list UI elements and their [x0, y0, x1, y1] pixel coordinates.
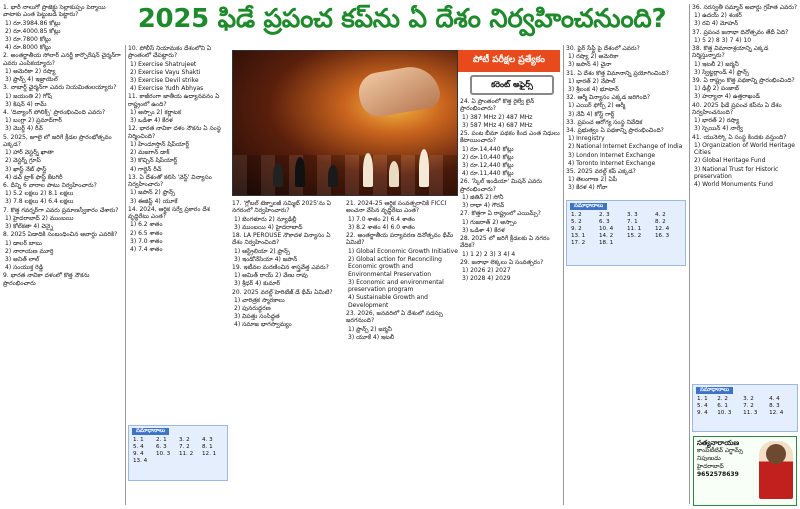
- answer-option: 4) రూ.8000 కోట్లు: [5, 44, 51, 52]
- column-1: [3, 4, 123, 509]
- answer-cell: 6. 3: [156, 444, 167, 450]
- chess-piece-icon: [273, 163, 283, 187]
- question-text: 1. భారీ నాలుగో ప్రాజెక్టు సెల్లాకుప్పం పెర్మాయి వాటాకు ఎంత పెట్టుబడి పెట్టారు?: [3, 4, 106, 19]
- answer-option: 1) రూ.14,440 కోట్లు: [462, 145, 514, 153]
- answer-option: 1) భారత్ 2) నేపాల్: [568, 77, 616, 85]
- answer-option: 1) Inregistry: [568, 135, 605, 143]
- author-role: కాంపిటీటివ్ ఎగ్జామ్స్ నిపుణుడు: [697, 447, 743, 462]
- column-3: [232, 200, 342, 500]
- answer-option: 3) కిషన్ 4) రామ్: [5, 100, 47, 108]
- author-photo: [759, 441, 793, 499]
- answer-option: 1) 7.0 శాతం 2) 6.4 శాతం: [348, 215, 415, 223]
- answer-option: 3) ఖాస్ట్ నేట్ ఫాస్ట్: [5, 165, 47, 173]
- answer-option: 2) రూ.4000.85 కోట్లు: [5, 27, 61, 35]
- answer-option: 3) Economic and environmental preservation program: [348, 278, 444, 294]
- answer-option: 3) స్విట్జర్లాండ్ 4) ఫ్రాన్స్: [694, 68, 749, 76]
- answer-option: 3) అనిత్ లాల్: [5, 255, 40, 263]
- answer-cell: 7. 2: [743, 403, 754, 409]
- answer-option: 2) National Internet Exchange of India: [568, 143, 683, 151]
- answer-cell: 13. 1: [571, 233, 586, 239]
- answer-cell: 15. 2: [627, 233, 642, 239]
- answer-option: 4) World Monuments Fund: [694, 181, 773, 189]
- answer-option: 3) కొచ్చిన్ షిప్‌యార్డ్: [130, 157, 178, 165]
- answer-option: 1) హైదరాబాద్ 2) ముంబయి: [5, 214, 74, 222]
- hand-image: [356, 62, 442, 119]
- answer-option: 3) స్పెయిన్ 4) నార్వే: [694, 125, 743, 133]
- answer-cell: 2. 3: [599, 212, 610, 218]
- answer-option: 3) విపత్తు సంసిద్ధత: [234, 313, 280, 321]
- answer-option: 3) 7.0 శాతం: [130, 237, 163, 245]
- chess-piece-icon: [295, 157, 305, 187]
- answer-option: 1) డాలర్ బాబు: [5, 239, 42, 247]
- answer-cell: 3. 3: [627, 212, 638, 218]
- answer-option: 1) 1 2) 2 3) 3 4) 4: [462, 250, 516, 258]
- answer-cell: 6. 1: [717, 403, 728, 409]
- answer-option: 1) చారిత్రక స్మారకాలు: [234, 296, 285, 304]
- answer-cell: 13. 4: [133, 458, 148, 464]
- answer-cell: [178, 458, 201, 465]
- answer-option: 1) Exercise Shatrujeet: [130, 60, 197, 68]
- answer-cell: 11. 3: [743, 410, 758, 416]
- question-text: 7. కొత్త గవర్నర్‌గా ఎవరు ప్రమాణస్వీకారం చేశారు?: [3, 206, 119, 214]
- answer-option: 4) సమాజ భాగస్వామ్యం: [234, 321, 292, 329]
- answer-option: 1) జపాన్ 2) ఫ్రాన్స్: [130, 189, 175, 197]
- question-text: 39. ఏ రాష్ట్రం కొత్త పథకాన్ని ప్రారంభించింది?: [692, 77, 795, 85]
- question-text: 23. 2026, జనవరిలో ఏ దేశంలో సదస్సు జరగనుంది?: [346, 310, 443, 325]
- answer-option: 1) హిందూస్తాన్ షిప్‌యార్డ్: [130, 141, 190, 149]
- question-text: 2. అంతర్జాతీయ సోలార్ ఎనర్జీ కార్పొరేషన్ చైర్మన్‌గా ఎవరు ఎంపికయ్యారు?: [3, 52, 121, 67]
- answer-option: 1) తెలంగాణ 2) ఏపీ: [568, 176, 618, 184]
- answer-option: 2) మజగాన్ డాక్: [130, 149, 170, 157]
- answer-option: 1) ఇటలీ 2) జర్మనీ: [694, 60, 739, 68]
- chess-photo: [232, 50, 458, 196]
- answer-option: 1) భారత్ 2) రష్యా: [694, 117, 740, 125]
- answer-option: 1) హార్ వెస్టర్న్ ఖాతా: [5, 149, 54, 157]
- chess-piece-icon: [389, 161, 399, 187]
- question-text: 13. ఏ దేశంతో కలిసి 'వెస్ట్' విన్యాసం నిర్వహించారు?: [128, 173, 212, 189]
- answer-cell: 17. 2: [571, 240, 586, 246]
- question-text: 34. ప్రభుత్వం ఏ పథకాన్ని ప్రారంభించింది?: [566, 127, 664, 135]
- question-text: 26. 'స్కిల్ ఇండియా' మిషన్ ఎవరు ప్రారంభించారు?: [460, 178, 542, 193]
- answers-box-3: [692, 384, 798, 432]
- question-text: 21. 2024-25 ఆర్థిక సంవత్సరానికి FICCI అంచనా వేసిన వృద్ధిరేటు ఎంత?: [346, 200, 447, 215]
- answer-cell: 3. 2: [743, 396, 754, 402]
- answer-cell: 1. 2: [571, 212, 582, 218]
- answer-option: 1) అమెరికా 2) రష్యా: [5, 68, 56, 76]
- answer-option: 2) Global Heritage Fund: [694, 157, 766, 165]
- answer-option: 1) 2026 2) 2027: [462, 267, 511, 275]
- answer-cell: 12. 1: [202, 451, 217, 457]
- answer-cell: [201, 458, 224, 465]
- column-6: [566, 45, 686, 505]
- question-text: 28. 2025 లో జరిగే క్రీడలకు ఏ నగరం వేదిక?: [460, 235, 550, 250]
- answer-cell: 1. 1: [697, 396, 708, 402]
- answer-cell: 3. 2: [179, 437, 190, 443]
- answer-option: 2) రూ.10,440 కోట్లు: [462, 153, 514, 161]
- answer-option: 3) కేరళ 4) గోవా: [568, 184, 608, 192]
- answer-cell: 12. 4: [769, 410, 784, 416]
- divider: [125, 45, 126, 505]
- answer-option: 3) London Internet Exchange: [568, 151, 656, 159]
- answer-cell: 9. 4: [697, 410, 708, 416]
- question-text: 19. ఇటీవల మరణించిన శాస్త్రవేత్త ఎవరు?: [232, 264, 329, 272]
- answer-option: 4) Exercise Yudh Abhyas: [130, 85, 204, 93]
- answers-heading: సమాధానాలు: [132, 428, 169, 435]
- question-text: 5. 2025, జూలై లో జరిగే క్రీడల ప్రారంభోత్సవం ఎక్కడ?: [3, 133, 112, 149]
- answer-cell: 18. 1: [599, 240, 614, 246]
- answer-cell: 10. 3: [717, 410, 732, 416]
- answer-cell: 8. 2: [655, 219, 666, 225]
- column-4: [346, 200, 458, 500]
- answer-option: 2) వెస్టర్న్ గ్రూప్: [5, 157, 41, 165]
- question-text: 9. భారత నావికా దళంలో కొత్త నౌకను ప్రారంభించారు: [3, 272, 90, 287]
- answers-box-2: [566, 200, 686, 266]
- answer-option: 3) ముంబయి 4) హైదరాబాద్: [234, 223, 303, 231]
- question-text: 37. ప్రపంచ జనాభా దినోత్సవం తేదీ ఏది?: [692, 28, 789, 36]
- answer-option: 2) నారాయణ మూర్తి: [5, 247, 54, 255]
- answer-cell: 8. 3: [769, 403, 780, 409]
- answer-option: 1) ఆస్ట్రేలియా 2) ఫ్రాన్స్: [234, 247, 290, 255]
- answer-option: 3) Exercise Devil strike: [130, 77, 199, 85]
- answers-box-1: [128, 425, 228, 481]
- answer-option: 4) Toronto Internet Exchange: [568, 159, 656, 167]
- question-text: 33. ప్రపంచ ఆరోగ్య సంస్థ నివేదిక: [566, 118, 643, 126]
- answer-cell: 10. 3: [156, 451, 171, 457]
- answer-option: 4) సంయుక్త రెడ్డి: [5, 264, 44, 272]
- question-text: 8. 2025 ఏడాదికి సంబంధించిన అవార్డు ఎవరికి?: [3, 231, 118, 239]
- column-5: [460, 98, 562, 398]
- answer-option: 2) Exercise Vayu Shakti: [130, 68, 201, 76]
- answer-option: 1) జయంతి 2) గోష్: [5, 92, 52, 100]
- question-text: 29. జనాభా లెక్కలు ఏ సంవత్సరం?: [460, 258, 544, 266]
- answer-cell: 4. 2: [655, 212, 666, 218]
- question-text: 6. దీన్ని 6 వారాల పాటు నిర్వహించారు?: [3, 182, 97, 190]
- answer-option: 3) ఇండోనేసియా 4) జపాన్: [234, 255, 298, 263]
- answer-cell: 5. 4: [697, 403, 708, 409]
- answer-option: 3) కోల్‌కతా 4) చెన్నై: [5, 223, 54, 231]
- answer-option: 1) Global Economic Growth Initiative: [348, 247, 458, 255]
- column-2: [128, 45, 228, 420]
- answer-cell: 8. 1: [202, 444, 213, 450]
- answers-heading: సమాధానాలు: [570, 203, 607, 210]
- answer-cell: 9. 2: [571, 226, 582, 232]
- question-text: 32. ఆర్మీ విన్యాసం ఎక్కడ జరిగింది?: [566, 94, 650, 102]
- answer-option: 1) బెంగళూరు 2) న్యూఢిల్లీ: [234, 215, 297, 223]
- answer-cell: [626, 240, 654, 247]
- question-text: 17. 'గ్లోబల్ టెక్నాలజీ సమ్మిట్ 2025'ను ఏ నగరంలో నిర్వహించారు?: [232, 200, 332, 215]
- question-text: 14. 2024, ఆర్థిక సర్వే ప్రకారం దేశ వృద్ధిరేటు ఎంత?: [128, 205, 210, 221]
- answer-option: 3) రూ.7800 కోట్లు: [5, 36, 51, 44]
- question-text: 27. కొత్తగా ఏ రాష్ట్రంలో ఎయిమ్స్?: [460, 210, 541, 218]
- answer-cell: 5. 2: [571, 219, 582, 225]
- divider: [563, 45, 564, 505]
- question-text: 36. సరస్వతీ సమ్మాన్ అవార్డు గ్రహీత ఎవరు?: [692, 4, 798, 11]
- answer-option: 2) 6.5 శాతం: [130, 229, 163, 237]
- question-text: 35. 2025 వరల్డ్ కప్ ఎక్కడ?: [566, 168, 636, 176]
- answer-option: 1) ఎయిర్ ఫోర్స్ 2) ఆర్మీ: [568, 102, 626, 110]
- answer-cell: 10. 4: [599, 226, 614, 232]
- answer-option: 3) 587 MHz 4) 687 MHz: [462, 121, 533, 129]
- question-text: 12. భారత నావికా దళం నౌకను ఏ సంస్థ నిర్మించింది?: [128, 125, 221, 140]
- section-label: కరెంట్ అఫైర్స్: [470, 75, 554, 95]
- author-name: సత్యనారాయణ: [697, 439, 740, 447]
- answer-option: 1) అమిత్ రాయ్ 2) వేణు రావు: [234, 272, 308, 280]
- answer-option: 4) డచ్ ట్రాక్ ఫాస్ట్ కేటగిరీ: [5, 173, 63, 181]
- answer-option: 1) 5 2) 8 3) 7 4) 10: [694, 36, 752, 44]
- answer-option: 4) గార్డెన్ రీచ్: [130, 165, 162, 173]
- answer-option: 1) Organization of World Heritage Cities: [694, 141, 795, 157]
- answer-cell: 11. 2: [179, 451, 194, 457]
- answer-option: 3) రవి 4) మోహన్: [694, 20, 739, 28]
- author-card: [693, 436, 797, 506]
- answer-option: 1) అస్సాం 2) కర్ణాటక: [130, 109, 181, 117]
- answer-cell: 7. 1: [627, 219, 638, 225]
- answers-heading: సమాధానాలు: [696, 387, 733, 394]
- answer-option: 3) నేవీ 4) కోస్ట్ గార్డ్: [568, 110, 615, 118]
- answer-option: 4) 7.4 శాతం: [130, 246, 163, 254]
- answer-option: 1) జితిన్ 2) సోనీ: [462, 194, 504, 202]
- answer-option: 3) జపాన్ 4) చైనా: [568, 61, 612, 69]
- answer-option: 3) మొర్డ్ 4) రీవ్: [5, 125, 43, 133]
- column-7: [692, 4, 798, 382]
- answer-option: 3) రాధా 4) గౌరవ్: [462, 202, 505, 210]
- answer-option: 2) Global action for Reconciling Economic growth and Environmental Preservation: [348, 255, 442, 278]
- answer-option: 2) పునరుద్ధరణ: [234, 305, 271, 313]
- question-text: 30. ఫైర్ సేఫ్టీ పై దేశంలో ఎవరు?: [566, 45, 640, 52]
- answer-option: 3) రూ.12,440 కోట్లు: [462, 162, 514, 170]
- question-text: 20. 2025 వరల్డ్ హెరిటేజ్ డే థీమ్ ఏమిటి?: [232, 288, 333, 296]
- answer-cell: 2. 2: [717, 396, 728, 402]
- author-phone: 9652578639: [697, 471, 739, 478]
- answer-cell: 6. 3: [599, 219, 610, 225]
- answer-cell: 16. 3: [655, 233, 670, 239]
- answer-option: 3) 2028 4) 2029: [462, 275, 511, 283]
- answer-option: 3) 8.2 శాతం 4) 6.0 శాతం: [348, 223, 415, 231]
- answer-cell: 4. 4: [769, 396, 780, 402]
- chess-piece-icon: [419, 149, 429, 187]
- answer-option: 1) 5.2 లక్షలు 2) 8.1 లక్షలు: [5, 190, 74, 198]
- divider: [689, 4, 690, 504]
- question-text: 22. అంతర్జాతీయ పర్యావరణ దినోత్సవం థీమ్ ఏమిటి?: [346, 232, 454, 247]
- chess-piece-icon: [328, 165, 338, 187]
- answer-option: 4) రూ.11,440 కోట్లు: [462, 170, 514, 178]
- question-text: 18. LA PEROUSE నౌకాదళ విన్యాసం ఏ దేశం నిర్వహించింది?: [232, 232, 331, 247]
- answer-option: 3) హర్యానా 4) ఉత్తరాఖండ్: [694, 93, 760, 101]
- question-text: 4. 'దివ్యాంగ్ పోలిక్స్' ప్రారంభించింది ఎవరు?: [3, 109, 106, 117]
- answer-option: 1) రష్యా 2) అమెరికా: [568, 53, 619, 61]
- answer-option: 1) ఫ్రాన్స్ 2) జర్మనీ: [348, 325, 392, 333]
- answer-cell: 4. 3: [202, 437, 213, 443]
- answer-cell: 9. 4: [133, 451, 144, 457]
- chess-piece-icon: [363, 153, 373, 187]
- answer-option: 1) 6.2 శాతం: [130, 221, 163, 229]
- answer-option: 1) ఉదయ్ 2) శంకర్: [694, 12, 742, 20]
- answer-cell: 12. 4: [655, 226, 670, 232]
- answer-cell: [654, 240, 682, 247]
- question-text: 10. పోలీస్ నియామకం దేశంలోని ఏ ప్రాంతంలో చేపట్టారు?: [128, 45, 212, 60]
- answer-option: 3) ఒడిశా 4) కేరళ: [130, 117, 173, 125]
- answer-cell: 2. 1: [156, 437, 167, 443]
- page-title: 2025 ఫిడే ప్రపంచ కప్‌ను ఏ దేశం నిర్వహించనుంది?: [137, 4, 667, 34]
- question-text: 31. ఏ దేశం కొత్త విమానాన్ని ప్రయోగించింది?: [566, 69, 669, 77]
- question-text: 3. నాబార్డ్ ఛైర్మన్‌గా ఎవరు నియమితులయ్యారు?: [3, 84, 117, 92]
- question-text: 25. పంట బీమా పథకం కింద ఎంత నిధులు కేటాయించారు?: [460, 130, 560, 145]
- answer-cell: 5. 4: [133, 444, 144, 450]
- answer-cell: 7. 2: [179, 444, 190, 450]
- question-text: 11. కాజీరంగా జాతీయ ఉద్యానవనం ఏ రాష్ట్రంలో ఉంది?: [128, 93, 220, 108]
- answer-option: 1) గుజరాత్ 2) అస్సాం: [462, 218, 517, 226]
- answer-option: 1) 387 MHz 2) 487 MHz: [462, 113, 533, 121]
- author-city: హైదరాబాద్: [697, 463, 724, 470]
- answer-option: 3) ఫ్రాన్స్ 4) ఇజ్రాయెల్: [5, 76, 58, 84]
- answer-option: 3) శ్రీలంక 4) భూటాన్: [568, 86, 619, 94]
- question-text: 24. ఏ ప్రాంతంలో కొత్త రైల్వే లైన్ ప్రారంభించారు?: [460, 98, 535, 113]
- question-text: 38. కొత్త విమానాశ్రయాన్ని ఎక్కడ నిర్మిస్తున్నారు?: [692, 45, 769, 60]
- answer-option: 3) యూకే 4) ఇటలీ: [348, 333, 395, 341]
- exam-special-banner: పోటీ పరీక్షల ప్రత్యేకం: [458, 50, 560, 72]
- answer-option: 3) 7.8 లక్షలు 4) 6.4 లక్షలు: [5, 198, 74, 206]
- answer-option: 3) ఒడిశా 4) కేరళ: [462, 226, 505, 234]
- answer-option: 1) రూ.3984.86 కోట్లు: [5, 19, 61, 27]
- answer-cell: 14. 2: [599, 233, 614, 239]
- answer-cell: 1. 1: [133, 437, 144, 443]
- answer-option: 3) National Trust for Historic preservation: [694, 165, 779, 181]
- answer-cell: [155, 458, 178, 465]
- answer-option: 1) బంగ్లా 2) ప్రమాద్‌గార్: [5, 117, 62, 125]
- answer-option: 1) ఢిల్లీ 2) పంజాబ్: [694, 85, 739, 93]
- answer-option: 3) ఈజిప్ట్ 4) యూకే: [130, 197, 178, 205]
- question-text: 41. యునెస్కో ఏ సంస్థ కిందకు వస్తుంది?: [692, 133, 787, 141]
- answer-option: 3) శ్రీధర్ 4) కుమార్: [234, 280, 281, 288]
- question-text: 40. 2025 ఫిడే ప్రపంచ కప్‌ను ఏ దేశం నిర్వహించనుంది?: [692, 101, 782, 117]
- answer-cell: 11. 1: [627, 226, 642, 232]
- answer-option: 4) Sustainable Growth and Development: [348, 294, 428, 309]
